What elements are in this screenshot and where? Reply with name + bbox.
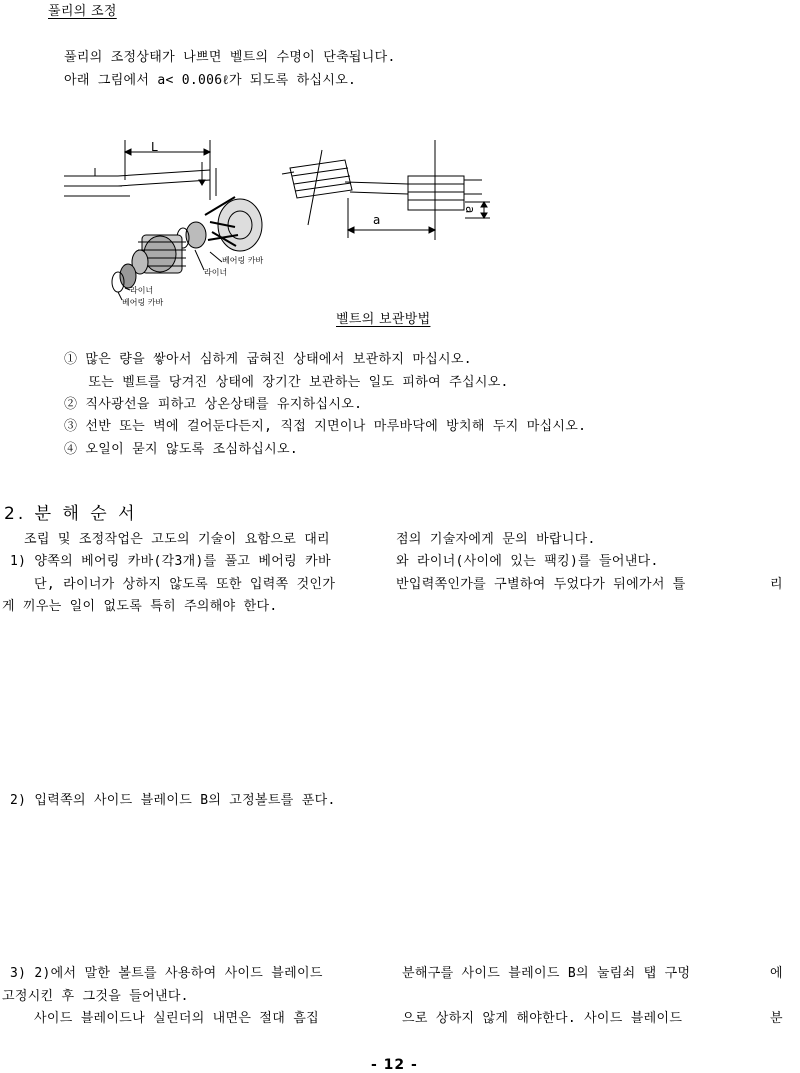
callout-bearing-cover-bottom: 베어링 카바	[122, 298, 164, 307]
step1-line2-right: 반입력쪽인가를 구별하여 두었다가 뒤에가서 틀	[396, 577, 686, 592]
storage-item-1: ① 많은 량을 쌓아서 심하게 굽혀진 상태에서 보관하지 마십시오.	[64, 352, 472, 367]
disassembly-intro-left: 조립 및 조정작업은 고도의 기술이 요함으로 대리	[24, 532, 330, 547]
storage-heading: 벨트의 보관방법	[336, 312, 431, 327]
storage-item-1-cont: 또는 벨트를 당겨진 상태에 장기간 보관하는 일도 피하여 주십시오.	[64, 375, 509, 390]
disassembly-heading: 2. 분 해 순 서	[4, 504, 138, 524]
storage-item-3: ③ 선반 또는 벽에 걸어둔다든지, 직접 지면이나 마루바닥에 방치해 두지 마십시오.	[64, 419, 587, 434]
storage-item-4: ④ 오일이 묻지 않도록 조심하십시오.	[64, 442, 298, 457]
dimension-label-offset: a	[463, 206, 477, 214]
dimension-label-a: a	[373, 213, 381, 227]
pulley-text-2: 아래 그림에서 a< 0.006ℓ가 되도록 하십시오.	[64, 73, 357, 88]
step3-line1-end: 에	[770, 966, 783, 981]
step1-line3: 게 끼우는 일이 없도록 특히 주의해야 한다.	[2, 599, 278, 614]
pulley-heading: 풀리의 조정	[48, 4, 117, 19]
step1-line1-right: 와 라이너(사이에 있는 팩킹)를 들어낸다.	[396, 554, 659, 569]
pulley-alignment-figure	[0, 0, 800, 330]
storage-item-2: ② 직사광선을 피하고 상온상태를 유지하십시오.	[64, 397, 363, 412]
pulley-text-1: 풀리의 조정상태가 나쁘면 벨트의 수명이 단축됩니다.	[64, 50, 396, 65]
step3-line1-right: 분해구를 사이드 블레이드 B의 눌림쇠 탭 구멍	[402, 966, 691, 981]
step2-line: 2) 입력쪽의 사이드 블레이드 B의 고정볼트를 푼다.	[10, 793, 336, 808]
step1-line1-left: 1) 양쪽의 베어링 카바(각3개)를 풀고 베어링 카바	[10, 554, 331, 569]
page-number: - 12 -	[371, 1057, 418, 1073]
step3-line2: 고정시킨 후 그것을 들어낸다.	[2, 989, 189, 1004]
step1-line2-left: 단, 라이너가 상하지 않도록 또한 입력쪽 것인가	[34, 577, 336, 592]
dimension-label-l: L	[151, 140, 158, 154]
step3-line3-right: 으로 상하지 않게 해야한다. 사이드 블레이드	[402, 1011, 683, 1026]
step3-line1-left: 3) 2)에서 말한 볼트를 사용하여 사이드 블레이드	[10, 966, 323, 981]
callout-liner-top: 라이너	[204, 268, 228, 277]
callout-liner-bottom: 라이너	[130, 286, 154, 295]
disassembly-intro-right: 점의 기술자에게 문의 바랍니다.	[396, 532, 596, 547]
step1-line2-end: 리	[770, 577, 783, 592]
step3-line3-left: 사이드 블레이드나 실린더의 내면은 절대 흠집	[34, 1011, 319, 1026]
step3-line3-end: 분	[770, 1011, 783, 1026]
callout-bearing-cover-top: 베어링 카바	[222, 256, 264, 265]
